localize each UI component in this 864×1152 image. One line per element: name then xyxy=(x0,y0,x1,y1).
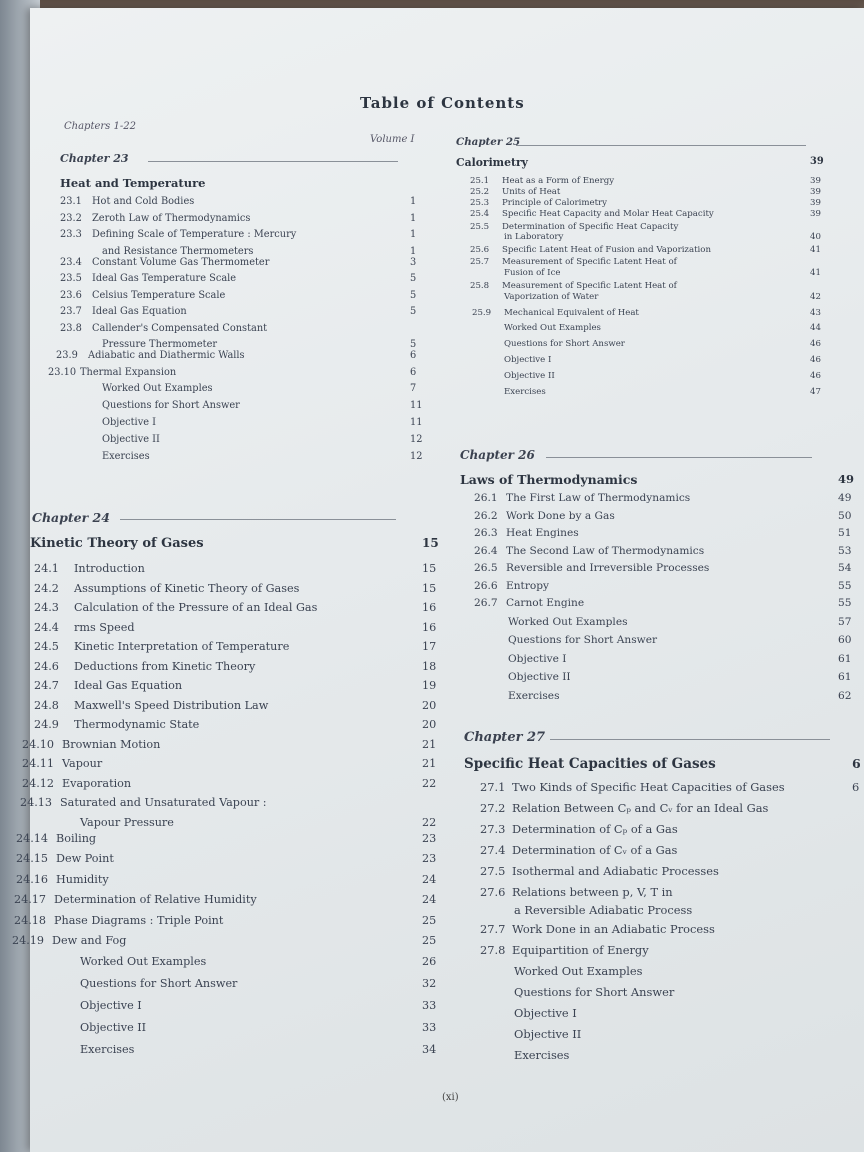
section-number: 24.8 xyxy=(34,698,59,712)
section-number: 26.3 xyxy=(474,527,498,539)
section-page-number: 39 xyxy=(810,187,821,197)
section-page-number: 24 xyxy=(422,893,437,906)
section-page-number: 6 xyxy=(410,350,417,361)
section-title: Phase Diagrams : Triple Point xyxy=(54,913,224,927)
section-title: Objective II xyxy=(508,671,571,683)
chapter-page-number: 49 xyxy=(838,472,855,486)
section-number: 26.5 xyxy=(474,562,498,574)
section-page-number: 24 xyxy=(422,872,437,886)
volume-label: Volume I xyxy=(370,134,415,145)
section-number: 24.3 xyxy=(34,601,59,614)
chapter-title: Specific Heat Capacities of Gases xyxy=(464,756,716,772)
chapter-title: Calorimetry xyxy=(456,156,528,169)
section-page-number: 15 xyxy=(422,581,437,595)
toc-entry[interactable] xyxy=(30,922,864,937)
section-number: 24.19 xyxy=(12,934,45,947)
section-title: Thermodynamic State xyxy=(74,718,200,731)
toc-entry[interactable] xyxy=(30,510,864,525)
section-title: Worked Out Examples xyxy=(80,954,207,968)
section-page-number: 21 xyxy=(422,737,437,751)
section-title: Exercises xyxy=(102,451,150,462)
section-title: and Resistance Thermometers xyxy=(102,245,254,257)
section-title: rms Speed xyxy=(74,620,135,634)
section-title: Exercises xyxy=(504,387,546,397)
section-number: 23.7 xyxy=(60,306,82,317)
toc-entry[interactable] xyxy=(30,780,864,795)
section-page-number: 54 xyxy=(838,562,852,574)
section-title: Isothermal and Adiabatic Processes xyxy=(512,864,719,878)
section-page-number: 50 xyxy=(838,509,852,522)
section-number: 23.1 xyxy=(60,196,82,207)
section-title: Humidity xyxy=(56,872,109,886)
section-page-number: 5 xyxy=(410,273,417,284)
section-number: 23.4 xyxy=(60,256,82,268)
section-title: Two Kinds of Specific Heat Capacities of Gases xyxy=(512,780,785,794)
toc-entry[interactable] xyxy=(30,718,864,733)
section-number: 27.1 xyxy=(480,780,506,794)
section-title: Exercises xyxy=(514,1048,570,1062)
section-page-number: 11 xyxy=(410,400,423,411)
section-title: Objective I xyxy=(504,355,552,365)
section-title: Objective II xyxy=(80,1020,147,1034)
section-title: Defining Scale of Temperature : Mercury xyxy=(92,229,297,240)
section-number: 24.13 xyxy=(20,796,53,809)
section-page-number: 33 xyxy=(422,1020,437,1034)
toc-entry[interactable] xyxy=(30,232,864,245)
section-page-number: 61 xyxy=(838,671,852,683)
section-number: 26.2 xyxy=(474,509,498,522)
section-title: Questions for Short Answer xyxy=(80,976,238,990)
section-page-number: 39 xyxy=(810,197,821,208)
section-number: 27.3 xyxy=(480,822,506,836)
section-page-number: 5 xyxy=(410,339,417,350)
chapter-heading: Chapter 23 xyxy=(60,152,129,165)
section-page-number: 20 xyxy=(422,718,437,731)
section-page-number: 34 xyxy=(422,1042,437,1056)
section-page-number: 49 xyxy=(838,492,852,504)
section-page-number: 15 xyxy=(422,562,437,575)
section-page-number: 20 xyxy=(422,698,437,712)
toc-entry[interactable] xyxy=(30,671,864,686)
chapter-rule xyxy=(550,739,830,740)
toc-entry[interactable] xyxy=(30,1048,864,1063)
toc-entry[interactable] xyxy=(30,903,864,918)
section-page-number: 46 xyxy=(810,371,821,381)
section-title: Specific Heat Capacity and Molar Heat Capacity xyxy=(502,208,714,219)
section-page-number: 23 xyxy=(422,852,437,865)
section-page-number: 62 xyxy=(838,689,852,702)
toc-entry[interactable] xyxy=(30,245,864,258)
section-page-number: 6 xyxy=(852,780,860,794)
section-page-number: 16 xyxy=(422,601,437,614)
section-number: 27.5 xyxy=(480,864,506,878)
section-title: Determination of Specific Heat Capacity xyxy=(502,221,679,232)
section-number: 24.7 xyxy=(34,679,59,692)
section-number: 27.6 xyxy=(480,885,506,899)
toc-entry[interactable] xyxy=(30,580,864,595)
section-page-number: 6 xyxy=(410,366,417,378)
section-title: Celsius Temperature Scale xyxy=(92,289,226,301)
chapter-rule xyxy=(516,145,806,146)
section-title: Worked Out Examples xyxy=(514,964,643,978)
chapter-page-number: 15 xyxy=(422,536,439,550)
section-number: 24.4 xyxy=(34,620,59,634)
chapter-title: Kinetic Theory of Gases xyxy=(30,536,204,551)
section-page-number: 55 xyxy=(838,597,852,609)
section-title: Deductions from Kinetic Theory xyxy=(74,659,256,673)
toc-entry[interactable] xyxy=(30,885,864,900)
toc-entry[interactable] xyxy=(30,545,864,560)
toc-entry[interactable] xyxy=(30,387,864,400)
section-number: 25.5 xyxy=(470,221,490,232)
section-title: Objective I xyxy=(508,652,567,665)
section-number: 23.9 xyxy=(56,350,78,361)
section-title: Questions for Short Answer xyxy=(504,339,625,349)
toc-entry[interactable] xyxy=(30,492,864,507)
section-page-number: 1 xyxy=(410,212,417,224)
section-page-number: 51 xyxy=(838,527,852,539)
section-number: 25.3 xyxy=(470,197,490,208)
section-number: 24.12 xyxy=(22,776,55,790)
toc-entry[interactable] xyxy=(30,355,864,368)
chapter-rule xyxy=(148,161,398,162)
toc-entry[interactable] xyxy=(30,268,864,281)
chapter-page-number: 6 xyxy=(852,756,861,771)
section-page-number: 16 xyxy=(422,620,437,634)
toc-entry[interactable] xyxy=(30,1006,864,1021)
section-title: Reversible and Irreversible Processes xyxy=(506,562,710,574)
section-number: 25.7 xyxy=(470,257,490,267)
toc-entry[interactable] xyxy=(30,400,864,414)
section-number: 25.4 xyxy=(470,208,490,219)
toc-entry[interactable] xyxy=(30,434,864,448)
section-title: Relations between p, V, T in xyxy=(512,885,673,899)
section-page-number: 46 xyxy=(810,355,821,365)
section-number: 25.9 xyxy=(472,308,492,318)
section-number: 24.14 xyxy=(16,831,49,845)
section-title: Introduction xyxy=(74,562,145,575)
section-page-number: 22 xyxy=(422,776,437,790)
section-title: Objective II xyxy=(504,371,555,381)
section-page-number: 41 xyxy=(810,245,821,255)
section-page-number: 21 xyxy=(422,757,437,770)
section-title: Kinetic Interpretation of Temperature xyxy=(74,640,290,653)
section-title: Brownian Motion xyxy=(62,737,161,751)
section-number: 25.2 xyxy=(470,187,490,197)
section-number: 27.2 xyxy=(480,801,506,815)
section-title: Determination of Cᵥ of a Gas xyxy=(512,843,678,857)
section-number: 24.10 xyxy=(22,737,55,751)
section-page-number: 1 xyxy=(410,196,417,207)
section-title: Questions for Short Answer xyxy=(102,400,240,411)
section-number: 27.8 xyxy=(480,943,506,957)
section-page-number: 57 xyxy=(838,615,852,628)
toc-content xyxy=(12,8,864,1152)
section-number: 24.18 xyxy=(14,913,47,927)
section-number: 25.8 xyxy=(470,281,490,291)
section-page-number: 43 xyxy=(810,308,821,318)
toc-entry[interactable] xyxy=(30,864,864,879)
toc-entry[interactable] xyxy=(30,653,864,668)
section-title: Dew Point xyxy=(56,852,114,865)
section-number: 23.3 xyxy=(60,229,82,240)
section-title: Equipartition of Energy xyxy=(512,943,649,957)
section-title: Determination of Relative Humidity xyxy=(54,893,257,906)
chapter-heading: Chapter 25 xyxy=(456,136,521,148)
toc-entry[interactable] xyxy=(30,323,864,336)
section-page-number: 7 xyxy=(410,383,417,394)
section-page-number: 46 xyxy=(810,339,821,349)
section-page-number: 3 xyxy=(410,256,417,268)
section-title: Objective I xyxy=(102,417,157,428)
section-title: Adiabatic and Diathermic Walls xyxy=(88,350,245,361)
section-title: Vapour xyxy=(62,757,103,770)
toc-entry[interactable] xyxy=(30,371,864,384)
toc-entry[interactable] xyxy=(22,757,864,772)
section-title: Saturated and Unsaturated Vapour : xyxy=(60,796,267,809)
section-page-number: 41 xyxy=(810,268,821,278)
section-title: Objective II xyxy=(514,1027,582,1041)
chapter-title: Heat and Temperature xyxy=(60,176,206,190)
toc-entry[interactable] xyxy=(30,616,864,631)
section-title: Boiling xyxy=(56,831,97,845)
section-title: Ideal Gas Temperature Scale xyxy=(92,273,237,284)
toc-entry[interactable] xyxy=(30,527,864,542)
section-page-number: 32 xyxy=(422,976,437,990)
section-title: Thermal Expansion xyxy=(80,366,177,378)
toc-entry[interactable] xyxy=(30,417,864,431)
section-number: 23.5 xyxy=(60,273,82,284)
toc-entry[interactable] xyxy=(30,209,864,222)
section-title: Maxwell's Speed Distribution Law xyxy=(74,698,269,712)
section-page-number: 61 xyxy=(838,652,852,665)
chapter-page-number: 39 xyxy=(810,156,824,167)
toc-entry[interactable] xyxy=(30,943,864,958)
section-number: 24.2 xyxy=(34,581,59,595)
chapter-title: Laws of Thermodynamics xyxy=(460,472,638,487)
section-title: Hot and Cold Bodies xyxy=(92,196,195,207)
section-title: Determination of Cₚ of a Gas xyxy=(512,822,678,836)
section-number: 24.5 xyxy=(34,640,59,653)
section-title: Objective I xyxy=(80,998,142,1012)
section-title: Pressure Thermometer xyxy=(102,339,218,350)
section-title: Worked Out Examples xyxy=(508,615,628,628)
section-number: 26.1 xyxy=(474,492,498,504)
section-page-number: 5 xyxy=(410,306,417,317)
chapter-heading: Chapter 24 xyxy=(32,510,110,525)
section-page-number: 25 xyxy=(422,913,437,927)
section-title: in Laboratory xyxy=(504,231,564,242)
chapter-rule xyxy=(546,457,812,458)
section-page-number: 42 xyxy=(810,292,821,302)
section-title: Fusion of Ice xyxy=(504,268,561,278)
toc-entry[interactable] xyxy=(30,634,864,649)
section-title: Units of Heat xyxy=(502,187,561,197)
book-page xyxy=(12,8,864,1152)
section-title: Evaporation xyxy=(62,776,132,790)
toc-entry[interactable] xyxy=(30,843,864,858)
section-title: Assumptions of Kinetic Theory of Gases xyxy=(74,581,300,595)
section-page-number: 1 xyxy=(410,229,417,240)
section-title: Carnot Engine xyxy=(506,597,585,609)
section-page-number: 55 xyxy=(838,579,852,592)
section-page-number: 12 xyxy=(410,434,423,445)
section-page-number: 53 xyxy=(838,544,852,557)
toc-entry[interactable] xyxy=(30,822,864,837)
section-title: Vaporization of Water xyxy=(504,292,599,302)
section-page-number: 5 xyxy=(410,289,417,301)
section-title: Heat Engines xyxy=(506,527,579,539)
section-number: 23.6 xyxy=(60,289,82,301)
section-page-number: 40 xyxy=(810,231,821,242)
section-title: Questions for Short Answer xyxy=(508,634,658,646)
toc-entry[interactable] xyxy=(30,597,864,612)
section-number: 24.6 xyxy=(34,659,59,673)
section-page-number: 18 xyxy=(422,659,437,673)
section-page-number: 12 xyxy=(410,451,423,462)
section-number: 24.1 xyxy=(34,562,59,575)
section-title: Zeroth Law of Thermodynamics xyxy=(92,212,251,224)
section-title: Callender's Compensated Constant xyxy=(92,322,268,334)
section-page-number: 47 xyxy=(810,387,821,397)
section-title: Exercises xyxy=(508,689,560,702)
section-page-number: 17 xyxy=(422,640,437,653)
toc-entry[interactable] xyxy=(30,801,864,816)
toc-entry[interactable] xyxy=(30,1027,864,1042)
section-number: 27.7 xyxy=(480,922,506,936)
section-title: Entropy xyxy=(506,579,550,592)
section-title: Ideal Gas Equation xyxy=(92,306,187,317)
section-number: 23.2 xyxy=(60,212,82,224)
section-title: a Reversible Adiabatic Process xyxy=(514,903,693,917)
section-title: Measurement of Specific Latent Heat of xyxy=(502,281,677,291)
section-title: Worked Out Examples xyxy=(102,383,213,394)
section-number: 23.10 xyxy=(48,366,77,378)
section-number: 26.4 xyxy=(474,544,498,557)
section-number: 24.16 xyxy=(16,872,49,886)
section-number: 26.6 xyxy=(474,579,498,592)
section-title: Vapour Pressure xyxy=(80,815,174,829)
toc-entry[interactable] xyxy=(30,339,864,352)
section-page-number: 33 xyxy=(422,998,437,1012)
section-page-number: 26 xyxy=(422,954,437,968)
section-title: Questions for Short Answer xyxy=(514,985,675,999)
section-page-number: 44 xyxy=(810,323,821,333)
section-number: 24.17 xyxy=(14,893,47,906)
section-number: 27.4 xyxy=(480,843,506,857)
section-title: Measurement of Specific Latent Heat of xyxy=(502,257,677,267)
toc-entry[interactable] xyxy=(30,985,864,1000)
toc-entry[interactable] xyxy=(30,562,864,577)
section-title: Relation Between Cₚ and Cᵥ for an Ideal Gas xyxy=(512,801,769,815)
section-page-number: 23 xyxy=(422,831,437,845)
section-title: Ideal Gas Equation xyxy=(74,679,183,692)
section-page-number: 11 xyxy=(410,417,423,428)
section-number: 23.8 xyxy=(60,322,82,334)
section-title: Heat as a Form of Energy xyxy=(502,176,615,186)
section-title: Specific Latent Heat of Fusion and Vaporization xyxy=(502,245,711,255)
section-title: Worked Out Examples xyxy=(504,323,601,333)
chapter-heading: Chapter 27 xyxy=(464,730,546,745)
section-title: Objective II xyxy=(102,434,160,445)
section-title: Work Done by a Gas xyxy=(506,509,615,522)
section-page-number: 22 xyxy=(422,815,437,829)
section-page-number: 39 xyxy=(810,208,821,219)
section-page-number: 19 xyxy=(422,679,437,692)
section-title: The Second Law of Thermodynamics xyxy=(506,544,705,557)
section-title: Constant Volume Gas Thermometer xyxy=(92,256,270,268)
section-title: Calculation of the Pressure of an Ideal Gas xyxy=(74,601,318,614)
section-title: Objective I xyxy=(514,1006,577,1020)
section-number: 24.15 xyxy=(16,852,49,865)
chapter-heading: Chapter 26 xyxy=(460,448,535,462)
section-number: 24.9 xyxy=(34,718,59,731)
section-number: 25.6 xyxy=(470,245,490,255)
section-page-number: 60 xyxy=(838,634,852,646)
toc-entry[interactable] xyxy=(30,308,864,321)
section-page-number: 39 xyxy=(810,176,821,186)
section-title: Work Done in an Adiabatic Process xyxy=(512,922,715,936)
section-title: Dew and Fog xyxy=(52,934,127,947)
section-title: Mechanical Equivalent of Heat xyxy=(504,308,639,318)
section-page-number: 1 xyxy=(410,245,417,257)
section-number: 26.7 xyxy=(474,597,498,609)
page-title: Table of Contents xyxy=(360,94,525,112)
section-title: The First Law of Thermodynamics xyxy=(506,492,691,504)
chapters-range-label: Chapters 1-22 xyxy=(64,121,136,132)
toc-entry[interactable] xyxy=(30,289,864,305)
toc-entry[interactable] xyxy=(30,690,864,705)
section-title: Principle of Calorimetry xyxy=(502,197,608,208)
page-number: (xi) xyxy=(442,1092,459,1103)
section-number: 24.11 xyxy=(22,757,55,770)
section-title: Exercises xyxy=(80,1042,135,1056)
section-number: 25.1 xyxy=(470,176,490,186)
toc-entry[interactable] xyxy=(30,964,864,979)
section-page-number: 25 xyxy=(422,934,437,947)
